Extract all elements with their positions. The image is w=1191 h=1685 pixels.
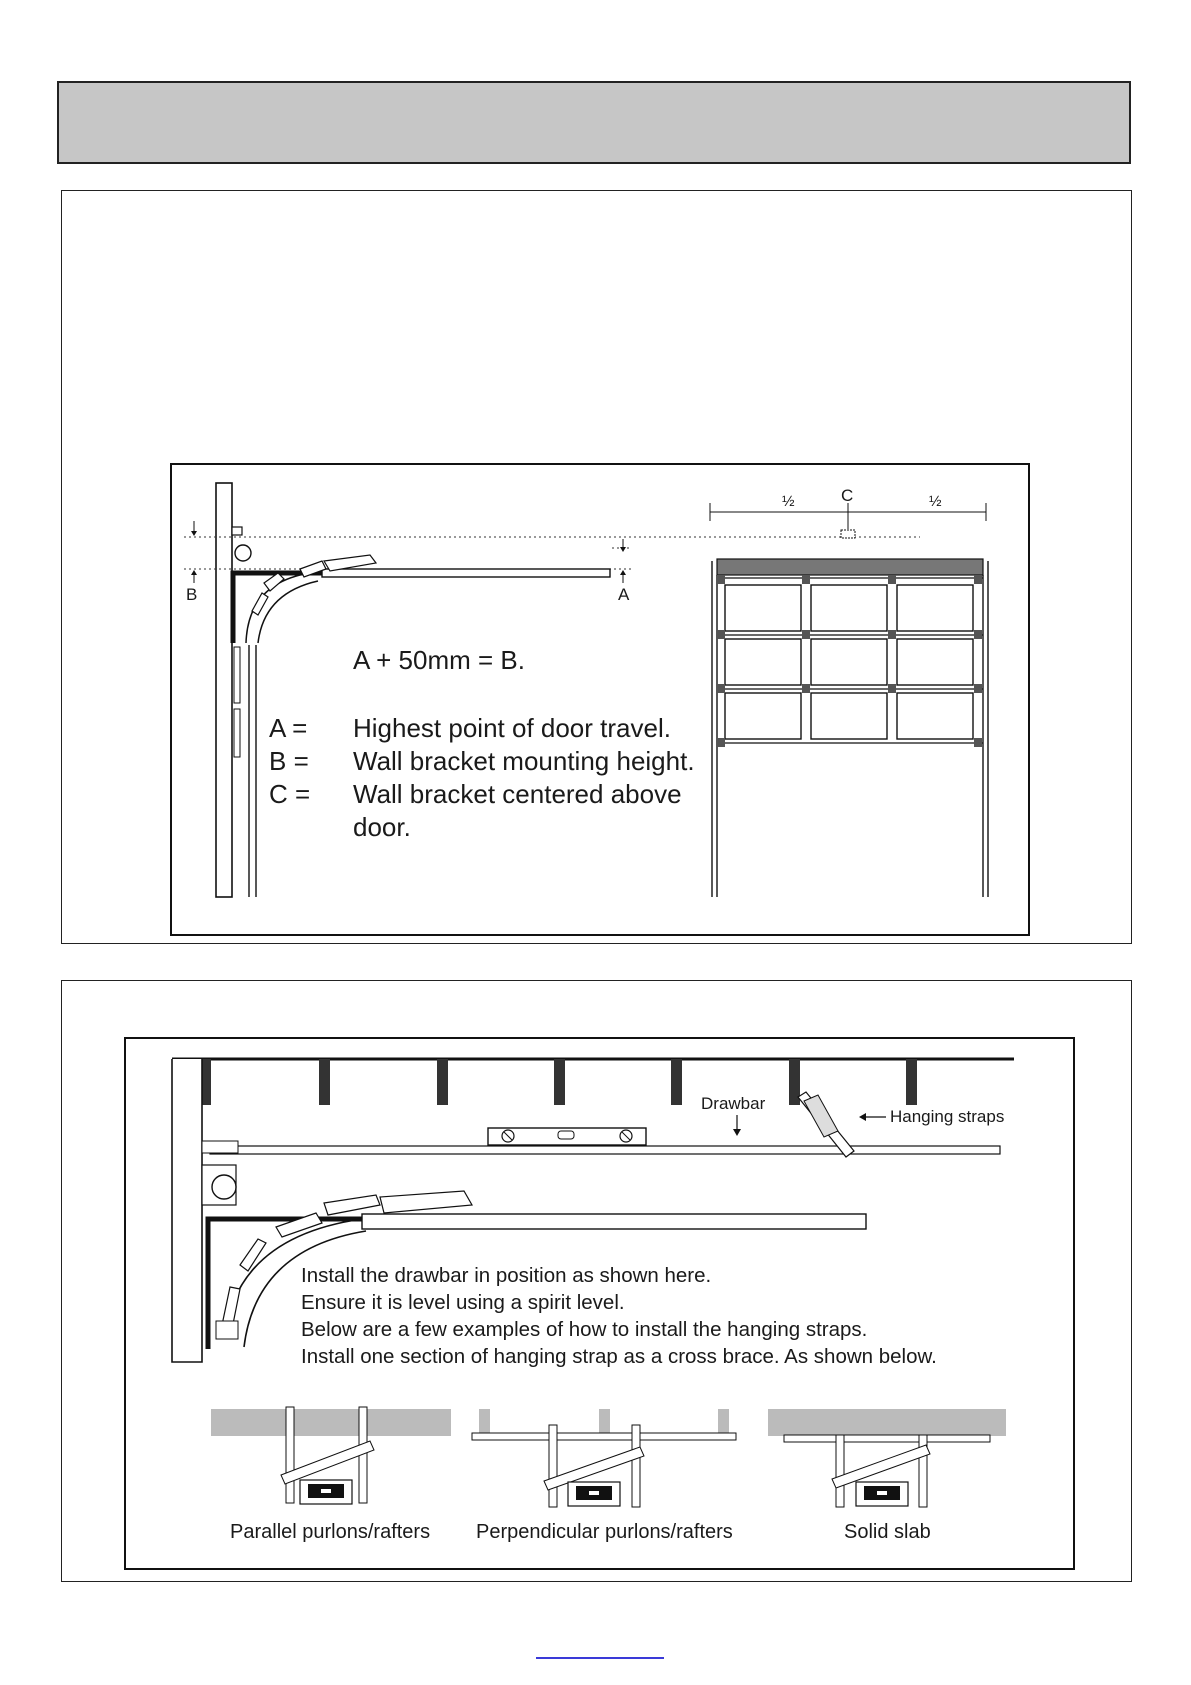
drawbar-callout: Drawbar [701, 1094, 766, 1113]
label-a: A [618, 585, 630, 604]
wall [172, 1059, 202, 1362]
strap-horizontal [784, 1435, 990, 1442]
wall-bracket [232, 527, 242, 535]
opener-rail [362, 1214, 866, 1229]
label-half-left: ½ [782, 493, 795, 510]
door-window-grid [725, 585, 973, 739]
spirit-level-bubble [558, 1131, 574, 1139]
formula-text: A + 50mm = B. [353, 645, 525, 675]
door-window [811, 585, 887, 631]
door-panel-curve [264, 573, 284, 591]
hinge [888, 684, 896, 693]
hanging-strap-section [804, 1095, 838, 1137]
label-c: C [841, 486, 854, 505]
label-b: B [186, 585, 198, 604]
drawbar-callout-arrow-head [733, 1129, 741, 1136]
drawbar-diagram [124, 1037, 1075, 1570]
hinge [717, 738, 725, 747]
hinge [802, 630, 810, 639]
legend-text-a: Highest point of door travel. [353, 713, 671, 743]
instruction-line-2: Ensure it is level using a spirit level. [301, 1291, 625, 1314]
hinge [717, 575, 725, 584]
door-window [897, 585, 973, 631]
door-window [725, 639, 801, 685]
door-window [725, 693, 801, 739]
hinge [974, 738, 982, 747]
door-window [897, 693, 973, 739]
hinge [974, 575, 982, 584]
dimension-arrow-head [191, 570, 197, 575]
door-panel-slot [234, 647, 240, 703]
opener-light [321, 1489, 331, 1493]
drawbar-wall-bracket [202, 1141, 238, 1153]
hinge [802, 684, 810, 693]
curved-track [258, 581, 318, 643]
door-panel-slot [234, 709, 240, 757]
caption-solid-slab: Solid slab [844, 1521, 931, 1543]
legend-text-c-continued: door. [353, 812, 411, 842]
spirit-level [488, 1128, 646, 1145]
legend-key-b: B = [269, 746, 309, 776]
wall-column [216, 483, 232, 897]
door-panel-top [380, 1191, 472, 1213]
rafter [906, 1059, 917, 1105]
strap-horizontal [472, 1433, 736, 1440]
ceiling-slab [768, 1409, 1006, 1436]
door-panel-top [324, 1195, 380, 1215]
caption-parallel: Parallel purlons/rafters [230, 1521, 431, 1543]
example-parallel [211, 1407, 451, 1504]
rafter [319, 1059, 330, 1105]
opener-light [877, 1491, 887, 1495]
hinge [888, 630, 896, 639]
dimension-arrow-head [620, 570, 626, 575]
hinge [802, 575, 810, 584]
strap-vertical [836, 1435, 844, 1507]
rafter [437, 1059, 448, 1105]
instruction-line-4: Install one section of hanging strap as a cross brace. As shown below. [301, 1345, 937, 1368]
opener-light [589, 1491, 599, 1495]
purlon-block [718, 1409, 729, 1435]
door-panel-curve [252, 593, 268, 615]
legend-key-c: C = [269, 779, 311, 809]
roller-wheel [212, 1175, 236, 1199]
instruction-line-3: Below are a few examples of how to install the hanging straps. [301, 1318, 868, 1341]
legend-text-b: Wall bracket mounting height. [353, 746, 695, 776]
wall-bracket-diagram [170, 463, 1030, 936]
purlon-block [479, 1409, 490, 1435]
hinge [974, 684, 982, 693]
door-window [725, 585, 801, 631]
door-window [811, 693, 887, 739]
hanging-straps-callout: Hanging straps [890, 1107, 1005, 1126]
legend-key-a: A = [269, 713, 308, 743]
dimension-arrow-head [191, 531, 197, 536]
hinge [717, 684, 725, 693]
instruction-line-1: Install the drawbar in position as shown here. [301, 1264, 712, 1287]
door-header-bar [717, 559, 983, 575]
door-panel-curve [240, 1239, 266, 1271]
roller-wheel [235, 545, 251, 561]
rafter [554, 1059, 565, 1105]
opener-rail [322, 569, 610, 577]
strap-vertical [286, 1407, 294, 1503]
hinge [888, 575, 896, 584]
example-perpendicular [472, 1409, 736, 1507]
ceiling-slab [211, 1409, 451, 1436]
door-window [811, 639, 887, 685]
dimension-arrow-head [620, 547, 626, 552]
strap-vertical [632, 1425, 640, 1507]
footer-link-underline[interactable] [536, 1657, 664, 1659]
strap-vertical [549, 1425, 557, 1507]
door-window [897, 639, 973, 685]
legend-text-c: Wall bracket centered above [353, 779, 682, 809]
label-half-right: ½ [929, 493, 942, 510]
purlon-block [599, 1409, 610, 1435]
section-header-band [57, 81, 1131, 164]
straps-callout-arrow-head [859, 1113, 866, 1121]
hinge [717, 630, 725, 639]
wall-bracket-drawing [172, 465, 1032, 938]
hinge [974, 630, 982, 639]
track-end-block [216, 1321, 238, 1339]
example-solid-slab [768, 1409, 1006, 1507]
caption-perpendicular: Perpendicular purlons/rafters [476, 1521, 733, 1543]
rafter [671, 1059, 682, 1105]
bracket-position-mark [841, 530, 855, 538]
drawbar [210, 1146, 1000, 1154]
